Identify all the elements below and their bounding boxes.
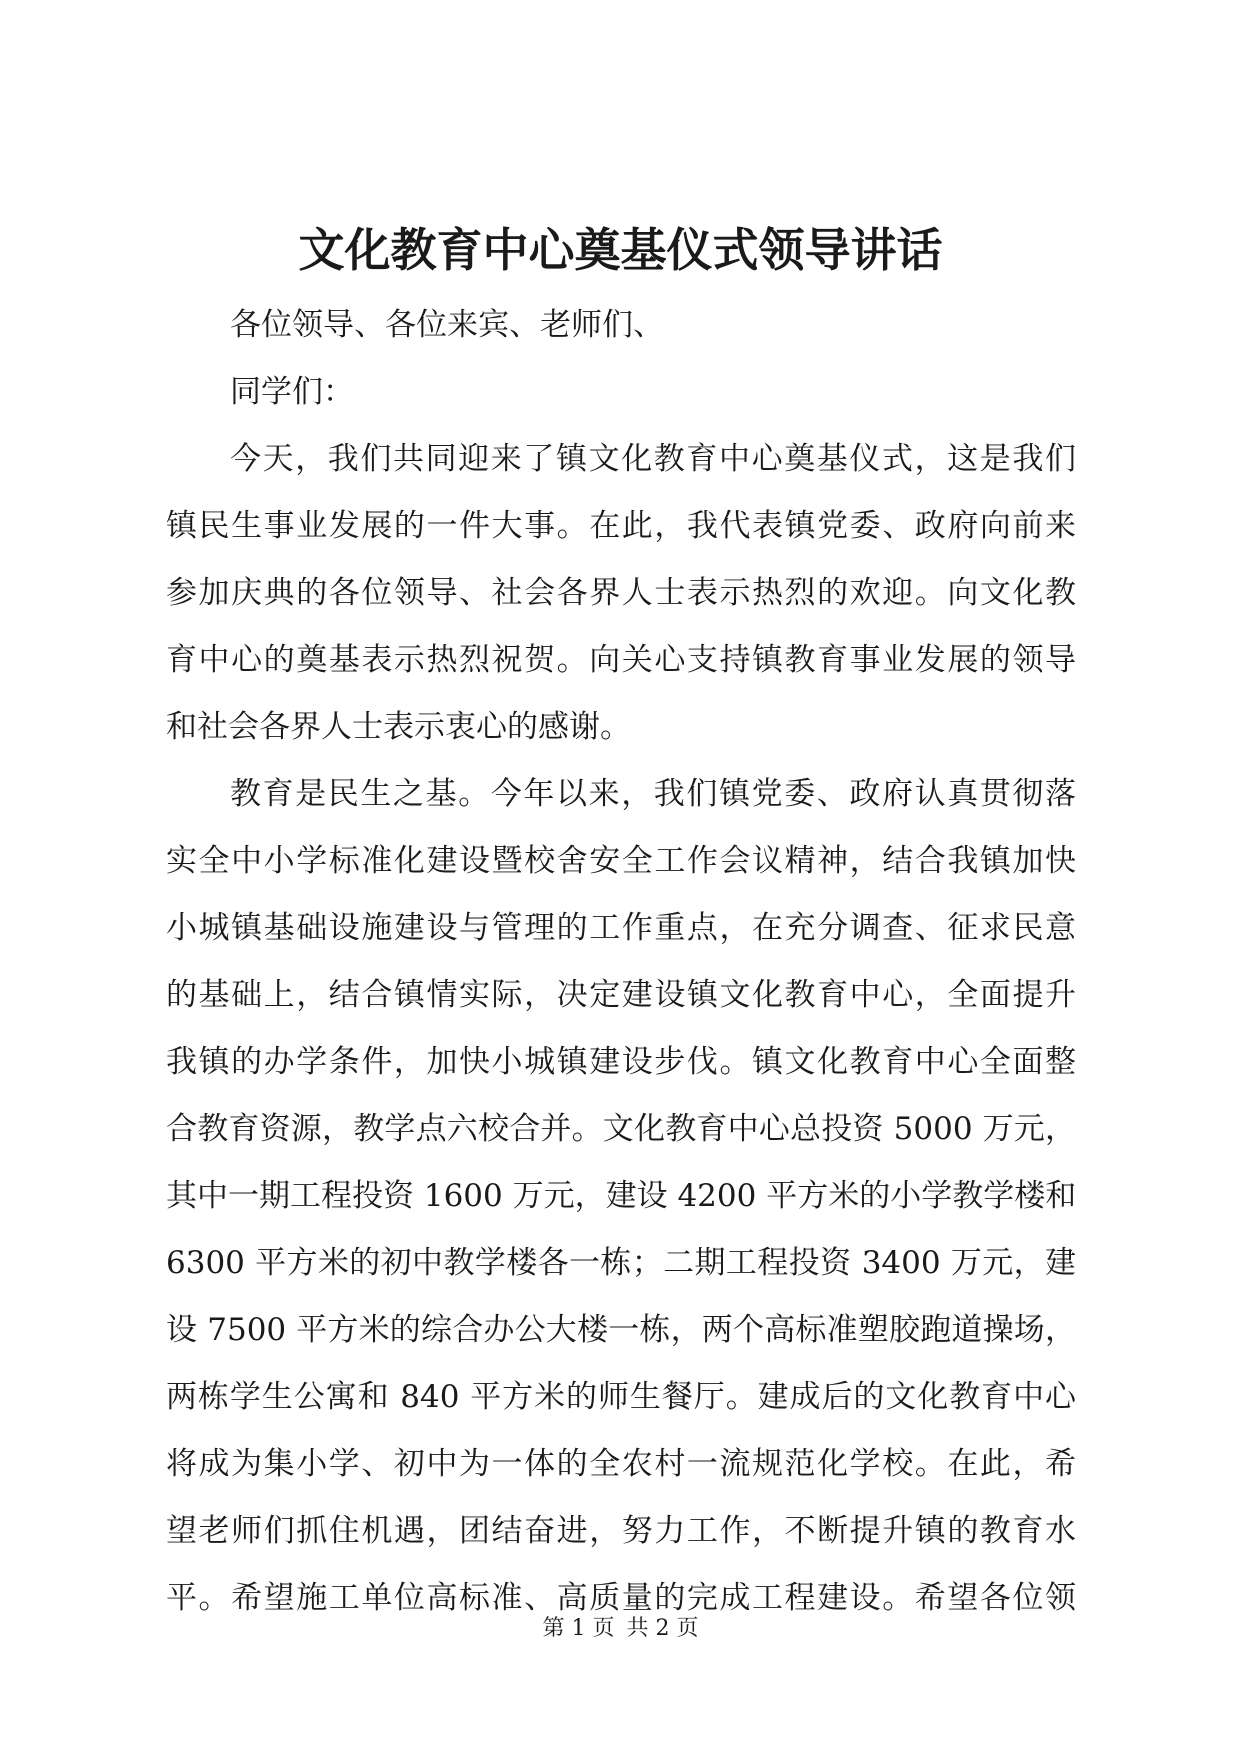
text-line: 实全中小学标准化建设暨校舍安全工作会议精神，结合我镇加快 (166, 843, 1076, 879)
text-line: 6300 平方米的初中教学楼各一栋；二期工程投资 3400 万元，建 (166, 1245, 1076, 1281)
text-line: 其中一期工程投资 1600 万元，建设 4200 平方米的小学教学楼和 (166, 1178, 1077, 1214)
document-body (166, 292, 1076, 1632)
text-line: 将成为集小学、初中为一体的全农村一流规范化学校。在此，希 (166, 1446, 1076, 1482)
text-line: 镇民生事业发展的一件大事。在此，我代表镇党委、政府向前来 (166, 508, 1076, 544)
greeting-line: 各位领导、各位来宾、老师们、 (230, 307, 664, 343)
text-line: 教育是民生之基。今年以来，我们镇党委、政府认真贯彻落 (230, 776, 1076, 812)
greeting-line: 同学们： (230, 374, 354, 410)
text-line: 的基础上，结合镇情实际，决定建设镇文化教育中心，全面提升 (166, 977, 1076, 1013)
paragraph-1 (166, 426, 1076, 761)
text-line: 设 7500 平方米的综合办公大楼一栋，两个高标准塑胶跑道操场， (166, 1312, 1076, 1348)
text-line: 今天，我们共同迎来了镇文化教育中心奠基仪式，这是我们 (230, 441, 1076, 477)
text-line: 两栋学生公寓和 840 平方米的师生餐厅。建成后的文化教育中心 (166, 1379, 1076, 1415)
paragraph-2 (166, 761, 1076, 1632)
text-line: 我镇的办学条件，加快小城镇建设步伐。镇文化教育中心全面整 (166, 1044, 1076, 1080)
text-line: 育中心的奠基表示热烈祝贺。向关心支持镇教育事业发展的领导 (166, 642, 1076, 678)
text-line: 参加庆典的各位领导、社会各界人士表示热烈的欢迎。向文化教 (166, 575, 1076, 611)
text-line: 平。希望施工单位高标准、高质量的完成工程建设。希望各位领 (166, 1580, 1076, 1616)
page-footer (0, 1614, 1241, 1644)
page-total: 共 2 页 (626, 1616, 699, 1641)
text-line: 和社会各界人士表示衷心的感谢。 (166, 709, 631, 745)
text-line: 望老师们抓住机遇，团结奋进，努力工作，不断提升镇的教育水 (166, 1513, 1076, 1549)
text-line: 小城镇基础设施建设与管理的工作重点，在充分调查、征求民意 (166, 910, 1076, 946)
text-line: 合教育资源，教学点六校合并。文化教育中心总投资 5000 万元， (166, 1111, 1076, 1147)
document-title: 文化教育中心奠基仪式领导讲话 (298, 223, 943, 277)
page-number: 第 1 页 (542, 1616, 615, 1641)
